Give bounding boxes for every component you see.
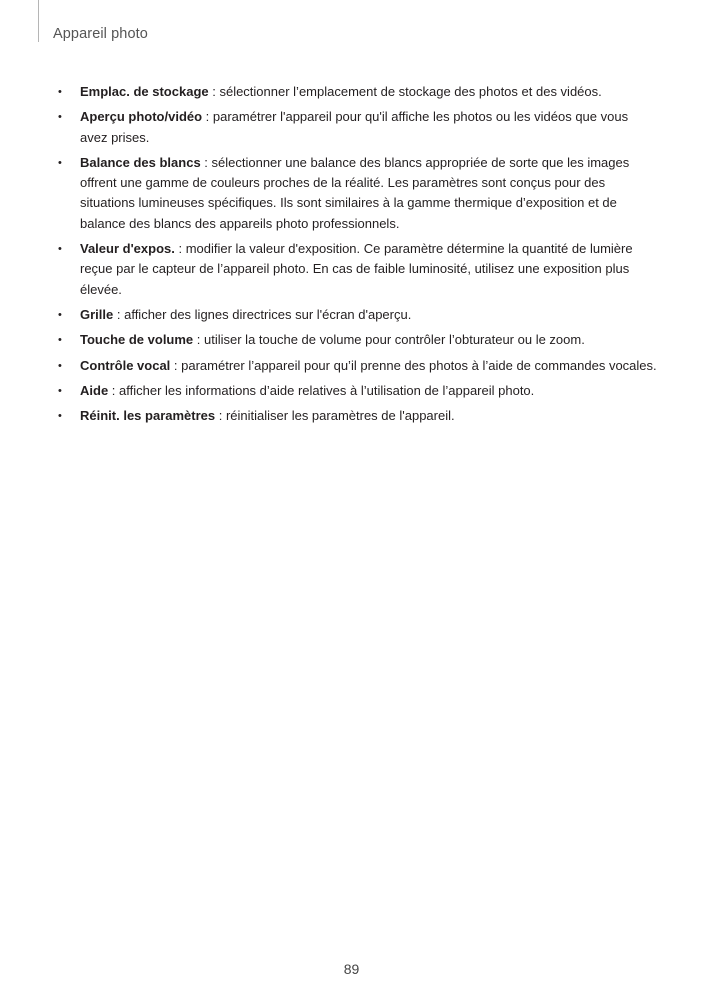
list-item-exposure-value: [58, 239, 658, 300]
term-label: Valeur d'expos.: [80, 241, 175, 257]
bullet-icon: •: [58, 410, 62, 423]
list-item-help: [58, 381, 658, 401]
term-description: : modifier la valeur d'exposition. Ce paramètre détermine la quantité de lumière reçue par le capteur de l’appareil photo. En cas de faible luminosité, utilisez une exposition plus élevée.: [80, 241, 633, 297]
page-number: 89: [343, 961, 360, 977]
term-label: Contrôle vocal: [80, 357, 171, 373]
term-description: : utiliser la touche de volume pour contrôler l’obturateur ou le zoom.: [193, 332, 585, 348]
bullet-icon: •: [58, 156, 62, 169]
term-description: : sélectionner l’emplacement de stockage des photos et des vidéos.: [208, 84, 602, 99]
bullet-icon: •: [58, 308, 62, 321]
term-description: : afficher des lignes directrices sur l'écran d'aperçu.: [113, 306, 412, 322]
term-label: Aide: [80, 382, 109, 398]
section-title: Appareil photo: [53, 26, 148, 42]
list-item-storage-location: [58, 82, 658, 102]
bullet-list: [58, 82, 658, 426]
settings-description-list: [58, 82, 658, 431]
bullet-icon: •: [58, 243, 62, 256]
bullet-icon: •: [58, 111, 62, 124]
term-description: : paramétrer l'appareil pour qu'il affiche les photos ou les vidéos que vous avez prises.: [80, 109, 629, 145]
list-item-review-pictures: [58, 107, 658, 148]
bullet-icon: •: [58, 334, 62, 347]
term-description: : afficher les informations d’aide relatives à l’utilisation de l’appareil photo.: [108, 382, 535, 398]
term-label: Réinit. les paramètres: [80, 408, 216, 424]
header-divider: [38, 0, 39, 42]
list-item-white-balance: [58, 153, 658, 234]
list-item-volume-key: [58, 330, 658, 350]
list-item-voice-control: [58, 356, 658, 376]
bullet-icon: •: [58, 384, 62, 397]
bullet-icon: •: [58, 86, 62, 98]
term-description: : sélectionner une balance des blancs appropriée de sorte que les images offrent une gamme de couleurs proches de la réalité. Les paramètres sont conçus pour des situations lumineuses spécifiques. Ils sont similaires à la gamme thermique d’exposition et de balance des blancs des appareils photo professionnels.: [80, 154, 630, 231]
term-label: Balance des blancs: [80, 154, 201, 170]
term-label: Touche de volume: [80, 332, 194, 348]
term-description: : réinitialiser les paramètres de l'appareil.: [215, 408, 455, 424]
term-label: Aperçu photo/vidéo: [80, 109, 203, 125]
bullet-icon: •: [58, 359, 62, 372]
term-description: : paramétrer l’appareil pour qu’il prenne des photos à l’aide de commandes vocales.: [170, 357, 657, 373]
term-label: Emplac. de stockage: [80, 84, 209, 99]
list-item-reset-settings: [58, 406, 658, 426]
term-label: Grille: [80, 306, 114, 322]
list-item-grid: [58, 305, 658, 325]
